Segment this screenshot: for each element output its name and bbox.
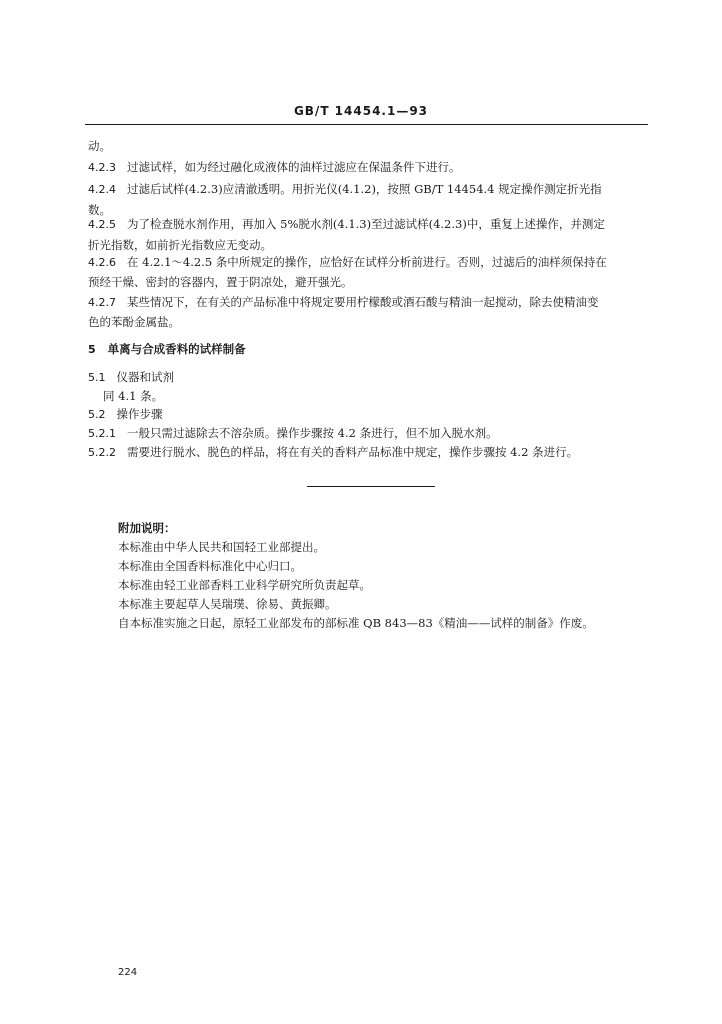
clause-4-2-4: [88, 179, 653, 199]
clause-number: 4.2.3: [88, 161, 116, 174]
clause-5-2-2: [88, 442, 653, 462]
note-line-4: 本标准主要起草人吴瑞璞、徐易、黄振卿。: [118, 597, 337, 611]
page-number: 224: [118, 967, 138, 978]
clause-text: 为了检查脱水剂作用，再加入 5%脱水剂(4.1.3)至过滤试样(4.2.3)中，重复上述操作，并测定: [126, 217, 605, 231]
clause-4-2-5-cont: 折光指数，如前折光指数应无变动。: [88, 238, 272, 252]
header-rule: [85, 124, 648, 125]
clause-4-2-6-cont: 预经干燥、密封的容器内，置于阴凉处，避开强光。: [88, 275, 353, 289]
note-line-5: 自本标准实施之日起，原轻工业部发布的部标准 QB 843—83《精油——试样的制备》作废。: [118, 616, 594, 630]
section-5-1-heading: [88, 367, 653, 387]
section-title: 操作步骤: [116, 407, 163, 421]
clause-4-2-3: [88, 157, 653, 177]
clause-number: 4.2.6: [88, 256, 116, 269]
clause-text: 过滤后试样(4.2.3)应清澈透明。用折光仪(4.1.2)，按照 GB/T 14454.4 规定操作测定折光指: [126, 182, 602, 196]
clause-text: 需要进行脱水、脱色的样品，将在有关的香料产品标准中规定，操作步骤按 4.2 条进行。: [126, 445, 579, 459]
clause-number: 4.2.5: [88, 218, 116, 231]
clause-text: 过滤试样，如为经过融化成液体的油样过滤应在保温条件下进行。: [126, 160, 461, 174]
clause-4-2-7-cont: 色的苯酚金属盐。: [88, 315, 180, 329]
note-line-1: 本标准由中华人民共和国轻工业部提出。: [118, 540, 325, 554]
section-number: 5.2: [88, 408, 106, 421]
notes-title: 附加说明：: [118, 521, 176, 535]
section-title: 仪器和试剂: [116, 370, 174, 384]
standard-code-header: GB/T 14454.1—93: [293, 104, 429, 118]
section-5-1-text: 同 4.1 条。: [103, 389, 164, 403]
clause-4-2-5: [88, 214, 653, 234]
clause-text: 在 4.2.1～4.2.5 条中所规定的操作，应恰好在试样分析前进行。否则，过滤后的油样须保持在: [126, 255, 607, 269]
clause-5-2-1: [88, 423, 653, 443]
clause-number: 5.2.1: [88, 427, 116, 440]
clause-number: 5.2.2: [88, 446, 116, 459]
section-number: 5.1: [88, 371, 106, 384]
section-5-2-heading: [88, 404, 653, 424]
clause-number: 4.2.4: [88, 183, 116, 196]
section-number: 5: [88, 343, 96, 356]
end-of-standard-rule: [307, 486, 435, 487]
note-line-3: 本标准由轻工业部香料工业科学研究所负责起草。: [118, 578, 371, 592]
clause-4-2-6: [88, 252, 653, 272]
clause-4-2-4-cont: 数。: [88, 203, 111, 217]
clause-text: 一般只需过滤除去不溶杂质。操作步骤按 4.2 条进行，但不加入脱水剂。: [126, 426, 498, 440]
clause-4-2-7: [88, 292, 653, 312]
continued-text: 动。: [88, 139, 111, 153]
clause-text: 某些情况下，在有关的产品标准中将规定要用柠檬酸或酒石酸与精油一起搅动，除去使精油变: [126, 295, 599, 309]
note-line-2: 本标准由全国香料标准化中心归口。: [118, 559, 302, 573]
clause-number: 4.2.7: [88, 296, 116, 309]
section-title: 单离与合成香料的试样制备: [107, 342, 246, 356]
section-5-heading: [88, 339, 653, 359]
